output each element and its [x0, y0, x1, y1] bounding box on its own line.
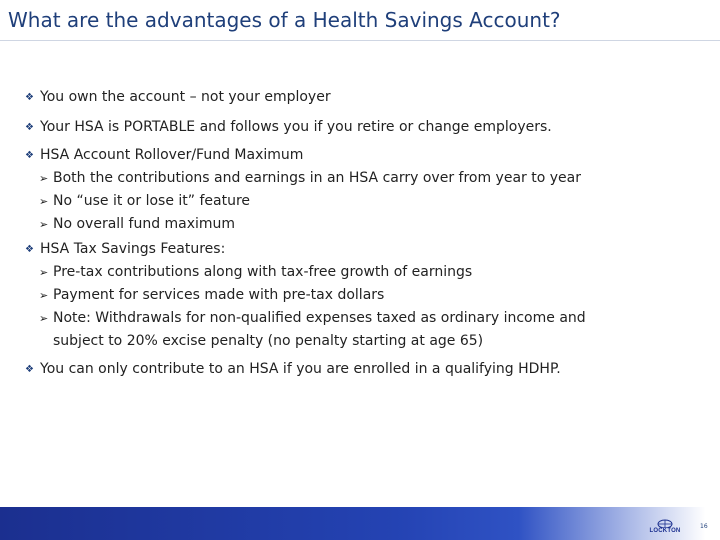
- diamond-bullet-icon: ❖: [25, 122, 34, 133]
- arrowhead-bullet-icon: ➢: [39, 266, 49, 279]
- note-line-2: subject to 20% excise penalty (no penalty starting at age 65): [53, 333, 484, 349]
- bullet-text: You own the account – not your employer: [40, 89, 331, 105]
- logo-emblem-icon: [646, 518, 684, 528]
- bullet-text: HSA Account Rollover/Fund Maximum: [40, 147, 304, 163]
- bullet-text: HSA Tax Savings Features:: [40, 241, 226, 257]
- sub-bullet-use-it: [25, 190, 655, 213]
- arrowhead-bullet-icon: ➢: [39, 172, 49, 185]
- sub-bullet-text: No “use it or lose it” feature: [53, 193, 251, 209]
- sub-bullet-pre-tax: [25, 261, 655, 284]
- title-divider: [0, 40, 720, 41]
- bullet-text: Your HSA is PORTABLE and follows you if you retire or change employers.: [40, 119, 552, 135]
- arrowhead-bullet-icon: ➢: [39, 218, 49, 231]
- bullet-portable: [25, 116, 655, 139]
- diamond-bullet-icon: ❖: [25, 92, 34, 103]
- sub-bullet-note: [25, 307, 655, 353]
- note-line-1: Note: Withdrawals for non-qualified expenses taxed as ordinary income and: [53, 310, 586, 326]
- sub-bullet-text: No overall fund maximum: [53, 216, 236, 232]
- bullet-own-account: [25, 86, 655, 109]
- bullet-hdhp: [25, 358, 655, 381]
- lockton-logo: [646, 518, 684, 536]
- slide-title: What are the advantages of a Health Savings Account?: [8, 8, 561, 32]
- sub-bullet-carry-over: [25, 167, 655, 190]
- arrowhead-bullet-icon: ➢: [39, 289, 49, 302]
- arrowhead-bullet-icon: ➢: [39, 312, 49, 325]
- bullet-text: You can only contribute to an HSA if you are enrolled in a qualifying HDHP.: [40, 361, 561, 377]
- sub-bullet-text: Payment for services made with pre-tax dollars: [53, 287, 385, 303]
- sub-bullet-text: Pre-tax contributions along with tax-free growth of earnings: [53, 264, 473, 280]
- bullet-rollover: [25, 144, 655, 236]
- arrowhead-bullet-icon: ➢: [39, 195, 49, 208]
- sub-bullet-no-maximum: [25, 213, 655, 236]
- page-number: 16: [700, 523, 708, 530]
- sub-bullet-payment: [25, 284, 655, 307]
- sub-bullet-text: Both the contributions and earnings in an HSA carry over from year to year: [53, 170, 581, 186]
- logo-wordmark: LOCKTON: [649, 528, 681, 534]
- footer-band: [0, 507, 720, 540]
- diamond-bullet-icon: ❖: [25, 364, 34, 375]
- diamond-bullet-icon: ❖: [25, 150, 34, 161]
- bullet-tax-savings: [25, 238, 655, 353]
- diamond-bullet-icon: ❖: [25, 244, 34, 255]
